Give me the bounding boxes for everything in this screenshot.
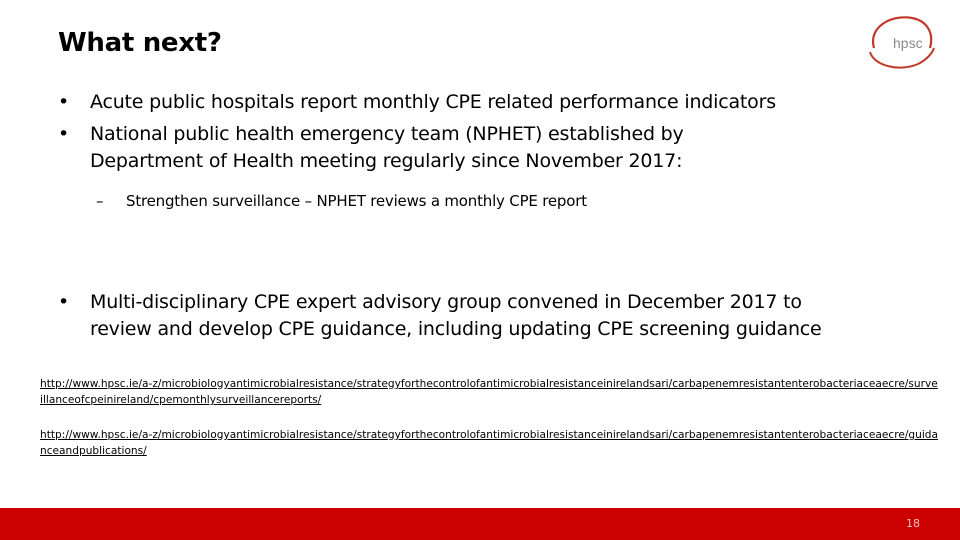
bullet-dot: • [58, 123, 70, 145]
page-number: 18 [906, 517, 920, 530]
sub-bullet-dash: – [96, 192, 104, 210]
sub-bullet-text: Strengthen surveillance – NPHET reviews a monthly CPE report [126, 192, 587, 210]
surveillance-report-link[interactable]: http://www.hpsc.ie/a-z/microbiologyantimicrobialresistance/strategyforthecontrolofantimicrobialresistanceinirelandsari/carbapenemresistantenterobacteriaceaecre/surveillanceofcpeinireland/cpemonthlysurveillancereports/ [40, 378, 938, 406]
reference-links [40, 376, 940, 459]
hpsc-logo [860, 8, 938, 74]
bullet-item [58, 121, 878, 175]
bullet-text: National public health emergency team (NPHET) established by Department of Health meeting regularly since November 2017: [90, 123, 684, 172]
slide-title: What next? [58, 28, 222, 58]
bullet-text: Acute public hospitals report monthly CPE related performance indicators [90, 91, 776, 113]
spacer [58, 211, 878, 289]
bullet-text: Multi-disciplinary CPE expert advisory group convened in December 2017 to review and develop CPE guidance, including updating CPE screening guidance [90, 291, 822, 340]
bullet-dot: • [58, 91, 70, 113]
bullet-dot: • [58, 291, 70, 313]
bullet-item [58, 89, 878, 116]
hpsc-logo-icon [860, 8, 938, 74]
bullet-item [58, 289, 878, 343]
sub-bullet-item [96, 191, 878, 211]
guidance-publications-link[interactable]: http://www.hpsc.ie/a-z/microbiologyantimicrobialresistance/strategyforthecontrolofantimicrobialresistanceinirelandsari/carbapenemresistantenterobacteriaceaecre/guidanceandpublications/ [40, 429, 939, 457]
bullet-list [58, 89, 878, 343]
logo-text: hpsc [893, 35, 923, 51]
footer-bar [0, 508, 960, 540]
